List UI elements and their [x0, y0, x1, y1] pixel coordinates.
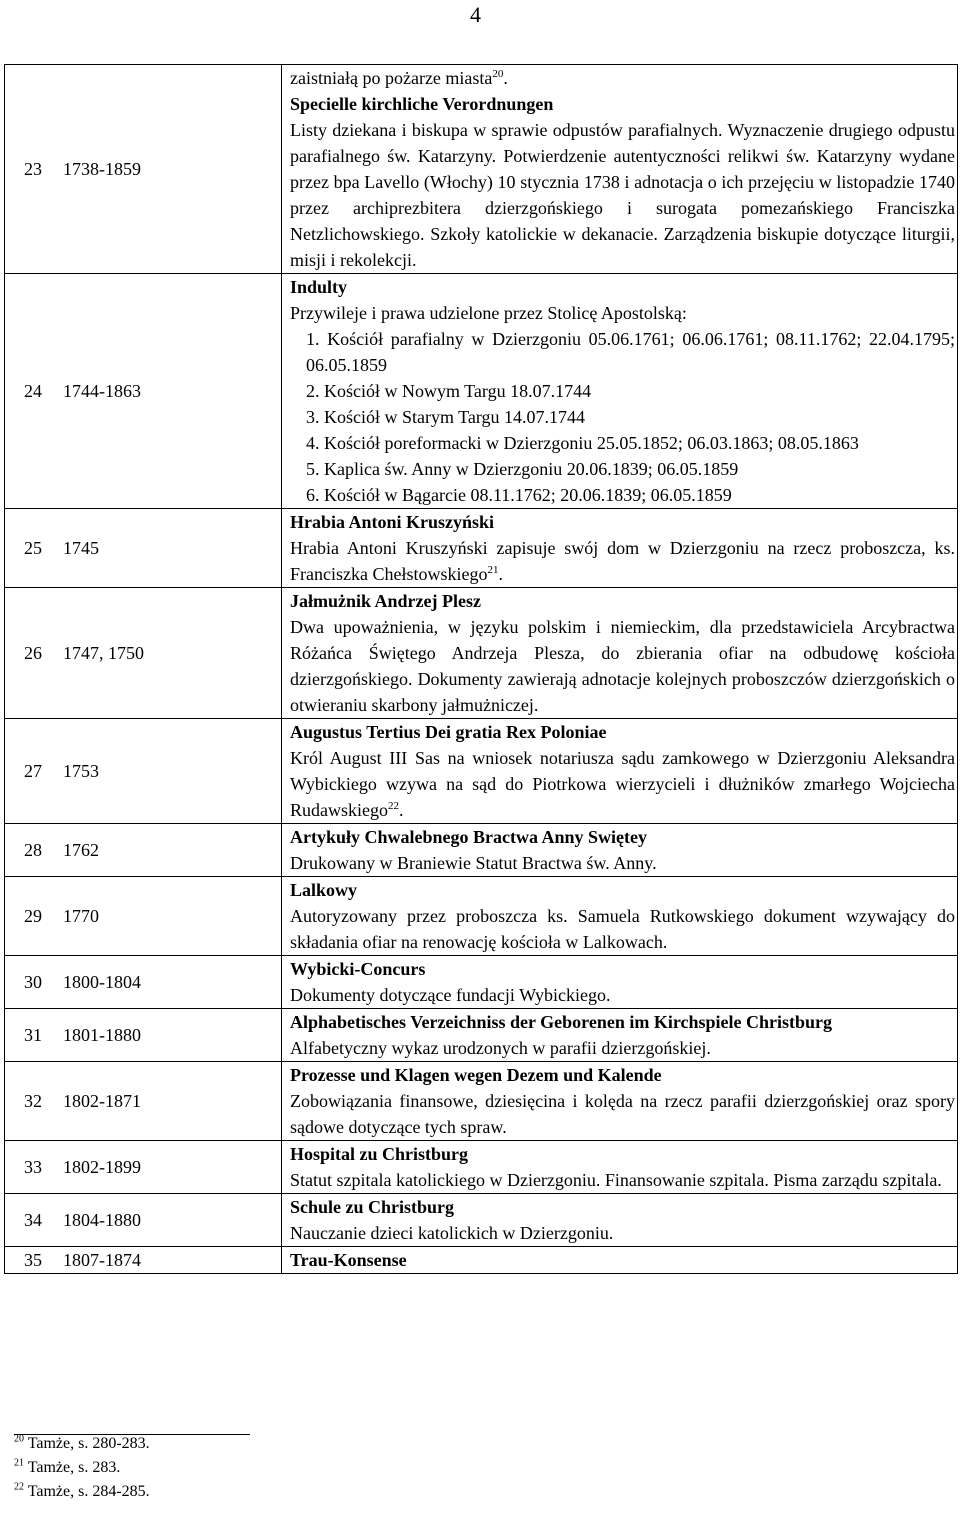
row-title: Hospital zu Christburg	[290, 1144, 469, 1164]
row-body: Alfabetyczny wykaz urodzonych w parafii dzierzgońskiej.	[290, 1038, 711, 1058]
footnote	[14, 1480, 150, 1504]
table-row	[5, 877, 958, 956]
footnote-text: Tamże, s. 283.	[27, 1459, 121, 1476]
table-row	[5, 956, 958, 1009]
row-years: 1770	[55, 877, 282, 956]
row-number: 34	[5, 1194, 56, 1247]
row-years: 1738-1859	[55, 65, 282, 274]
row-title: Jałmużnik Andrzej Plesz	[290, 591, 481, 611]
row-number: 35	[5, 1247, 56, 1274]
row-description	[282, 824, 958, 877]
footnote-ref: 20	[492, 68, 504, 80]
footnote-text: Tamże, s. 284-285.	[27, 1483, 150, 1500]
row-body: Hrabia Antoni Kruszyński zapisuje swój dom w Dzierzgoniu na rzecz proboszcza, ks. Franciszka Chełstowskiego	[290, 538, 955, 584]
footnote	[14, 1456, 150, 1480]
row-title: Indulty	[290, 277, 348, 297]
punctuation: .	[503, 68, 508, 88]
row-description	[282, 588, 958, 719]
row-body: Dwa upoważnienia, w języku polskim i niemieckim, dla przedstawiciela Arcybractwa Różańca Świętego Andrzeja Plesza, do zbierania ofiar na odbudowę kościoła dzierzgońskiego. Dokumenty zawierają adnotacje kolejnych proboszczów dzierzgońskich o otwieraniu skarbony jałmużniczej.	[290, 617, 955, 715]
table-row	[5, 65, 958, 274]
row-description	[282, 1247, 958, 1274]
row-body: Statut szpitala katolickiego w Dzierzgoniu. Finansowanie szpitala. Pisma zarządu szpitala.	[290, 1170, 942, 1190]
row-title: Augustus Tertius Dei gratia Rex Poloniae	[290, 722, 607, 742]
archive-inventory-table	[4, 64, 958, 1274]
row-description	[282, 1194, 958, 1247]
row-body: Autoryzowany przez proboszcza ks. Samuela Rutkowskiego dokument wzywający do składania ofiar na renowację kościoła w Lalkowach.	[290, 906, 955, 952]
punctuation: .	[498, 564, 503, 584]
table-row	[5, 509, 958, 588]
footnotes	[14, 1432, 150, 1504]
row-title: Specielle kirchliche Verordnungen	[290, 94, 554, 114]
row-description	[282, 1062, 958, 1141]
list-item: 1. Kościół parafialny w Dzierzgoniu 05.06.1761; 06.06.1761; 08.11.1762; 22.04.1795; 06.05.1859	[306, 329, 955, 375]
row-number: 27	[5, 719, 56, 824]
table-row	[5, 1141, 958, 1194]
row-title: Wybicki-Concurs	[290, 959, 426, 979]
row-body: Listy dziekana i biskupa w sprawie odpustów parafialnych. Wyznaczenie drugiego odpustu parafialnego św. Katarzyny. Potwierdzenie autentyczności relikwi św. Katarzyny wydane przez bpa Lavello (Włochy) 10 stycznia 1738 i adnotacja o ich przejęciu w listopadzie 1740 przez archiprezbitera dzierzgońskiego i surogata pomezańskiego Franciszka Netzlichowskiego. Szkoły katolickie w dekanacie. Zarządzenia biskupie dotyczące liturgii, misji i rekolekcji.	[290, 120, 955, 270]
table-row	[5, 1194, 958, 1247]
table-row	[5, 719, 958, 824]
footnote-ref: 21	[487, 564, 499, 576]
row-number: 23	[5, 65, 56, 274]
row-title: Artykuły Chwalebnego Bractwa Anny Swiętey	[290, 827, 648, 847]
row-years: 1800-1804	[55, 956, 282, 1009]
row-number: 28	[5, 824, 56, 877]
row-body: Dokumenty dotyczące fundacji Wybickiego.	[290, 985, 611, 1005]
page-number: 4	[470, 2, 481, 27]
row-years: 1807-1874	[55, 1247, 282, 1274]
table-row	[5, 824, 958, 877]
row-description	[282, 1009, 958, 1062]
row-body: Drukowany w Braniewie Statut Bractwa św. Anny.	[290, 853, 657, 873]
row-years: 1745	[55, 509, 282, 588]
table-row	[5, 1062, 958, 1141]
list-item: 2. Kościół w Nowym Targu 18.07.1744	[306, 381, 592, 401]
row-body: Król August III Sas na wniosek notariusza sądu zamkowego w Dzierzgoniu Aleksandra Wybickiego wzywa na sąd do Piotrkowa wierzycieli i dłużników zmarłego Wojciecha Rudawskiego	[290, 748, 955, 820]
row-body: Nauczanie dzieci katolickich w Dzierzgoniu.	[290, 1223, 614, 1243]
row-body: Zobowiązania finansowe, dziesięcina i kolęda na rzecz parafii dzierzgońskiej oraz spory sądowe dotyczące tych spraw.	[290, 1091, 955, 1137]
table-row	[5, 588, 958, 719]
row-years: 1804-1880	[55, 1194, 282, 1247]
row-description	[282, 719, 958, 824]
footnote-number: 21	[14, 1457, 24, 1469]
footnote	[14, 1432, 150, 1456]
table-row	[5, 1009, 958, 1062]
row-number: 32	[5, 1062, 56, 1141]
list-item: 6. Kościół w Bągarcie 08.11.1762; 20.06.1839; 06.05.1859	[306, 485, 732, 505]
row-number: 24	[5, 274, 56, 509]
row-years: 1802-1899	[55, 1141, 282, 1194]
list-item: 3. Kościół w Starym Targu 14.07.1744	[306, 407, 586, 427]
row-description	[282, 877, 958, 956]
row-years: 1762	[55, 824, 282, 877]
row-title: Schule zu Christburg	[290, 1197, 455, 1217]
row-years: 1753	[55, 719, 282, 824]
row-number: 26	[5, 588, 56, 719]
row-number: 29	[5, 877, 56, 956]
footnote-number: 22	[14, 1481, 24, 1493]
list-item: 5. Kaplica św. Anny w Dzierzgoniu 20.06.1839; 06.05.1859	[306, 459, 739, 479]
row-number: 31	[5, 1009, 56, 1062]
list-item: 4. Kościół poreformacki w Dzierzgoniu 25.05.1852; 06.03.1863; 08.05.1863	[306, 433, 859, 453]
row-description	[282, 1141, 958, 1194]
footnote-ref: 22	[388, 800, 399, 812]
row-title: Alphabetisches Verzeichniss der Geborenen im Kirchspiele Christburg	[290, 1012, 833, 1032]
row-number: 25	[5, 509, 56, 588]
row-title: Lalkowy	[290, 880, 358, 900]
continuation-text: zaistniałą po pożarze miasta	[290, 68, 493, 88]
row-description	[282, 65, 958, 274]
table-row	[5, 274, 958, 509]
footnote-text: Tamże, s. 280-283.	[27, 1435, 150, 1452]
footnote-number: 20	[14, 1433, 24, 1445]
row-description	[282, 956, 958, 1009]
row-number: 30	[5, 956, 56, 1009]
row-title: Prozesse und Klagen wegen Dezem und Kalende	[290, 1065, 662, 1085]
row-number: 33	[5, 1141, 56, 1194]
row-title: Hrabia Antoni Kruszyński	[290, 512, 495, 532]
row-years: 1747, 1750	[55, 588, 282, 719]
row-years: 1802-1871	[55, 1062, 282, 1141]
row-description	[282, 274, 958, 509]
row-title: Trau-Konsense	[290, 1250, 407, 1270]
table-row	[5, 1247, 958, 1274]
row-years: 1744-1863	[55, 274, 282, 509]
row-years: 1801-1880	[55, 1009, 282, 1062]
row-body: Przywileje i prawa udzielone przez Stolicę Apostolską:	[290, 303, 687, 323]
row-description	[282, 509, 958, 588]
punctuation: .	[399, 800, 404, 820]
